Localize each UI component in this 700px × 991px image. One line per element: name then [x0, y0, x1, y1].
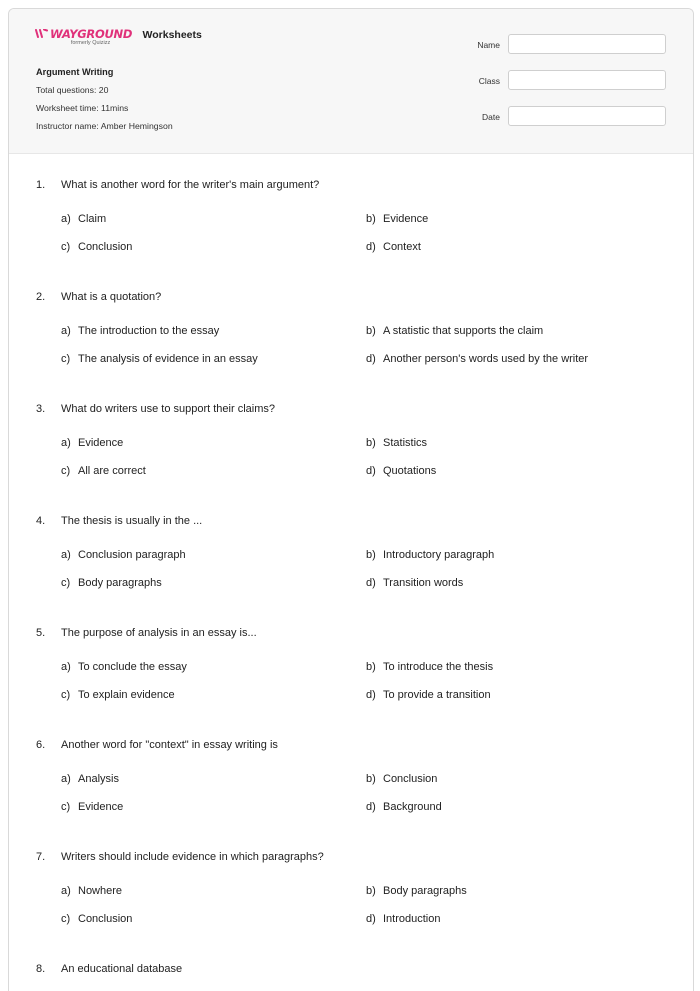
option-b[interactable]	[366, 549, 494, 561]
option-text: Evidence	[383, 213, 429, 225]
option-text: Evidence	[78, 437, 124, 449]
option-text: The analysis of evidence in an essay	[78, 353, 258, 365]
question-text: What is a quotation?	[61, 291, 162, 303]
question-text: The thesis is usually in the ...	[61, 515, 203, 527]
question-3	[9, 377, 693, 489]
option-c[interactable]	[61, 577, 162, 589]
brand-title: Worksheets	[142, 29, 202, 41]
question-number: 5.	[36, 627, 46, 639]
option-text: Body paragraphs	[78, 577, 162, 589]
option-a[interactable]	[61, 325, 219, 337]
option-c[interactable]	[61, 465, 146, 477]
option-b[interactable]	[366, 885, 467, 897]
option-letter: c)	[61, 913, 71, 925]
option-letter: d)	[366, 577, 376, 589]
option-letter: a)	[61, 885, 71, 897]
option-text: Quotations	[383, 465, 437, 477]
logo-subtext: formerly Quizizz	[70, 40, 111, 46]
question-number: 4.	[36, 515, 46, 527]
option-d[interactable]	[366, 353, 588, 365]
question-4	[9, 489, 693, 601]
question-text: Another word for "context" in essay writing is	[61, 739, 278, 751]
question-text: An educational database	[61, 963, 183, 975]
option-d[interactable]	[366, 241, 421, 253]
option-text: Conclusion	[78, 913, 133, 925]
question-number: 6.	[36, 739, 46, 751]
option-letter: b)	[366, 885, 376, 897]
option-text: Conclusion	[78, 241, 133, 253]
option-letter: a)	[61, 661, 71, 673]
option-letter: b)	[366, 549, 376, 561]
option-text: Transition words	[383, 577, 464, 589]
option-c[interactable]	[61, 801, 123, 813]
option-a[interactable]	[61, 437, 123, 449]
date-label: Date	[482, 112, 500, 122]
option-text: Introductory paragraph	[383, 549, 495, 561]
option-b[interactable]	[366, 213, 428, 225]
option-letter: d)	[366, 465, 376, 477]
option-letter: b)	[366, 213, 376, 225]
option-letter: b)	[366, 437, 376, 449]
wayground-logo	[35, 28, 132, 47]
question-number: 3.	[36, 403, 46, 415]
option-text: Body paragraphs	[383, 885, 467, 897]
option-d[interactable]	[366, 689, 491, 701]
option-text: Claim	[78, 213, 107, 225]
option-text: Another person's words used by the writer	[383, 353, 589, 365]
name-field-row	[440, 34, 666, 70]
option-b[interactable]	[366, 773, 437, 785]
option-text: Conclusion	[383, 773, 438, 785]
option-b[interactable]	[366, 437, 427, 449]
question-text: Writers should include evidence in which paragraphs?	[61, 851, 324, 863]
option-d[interactable]	[366, 577, 463, 589]
question-5	[9, 601, 693, 713]
question-1	[9, 153, 693, 265]
option-text: Analysis	[78, 773, 119, 785]
date-field[interactable]	[508, 106, 666, 126]
option-text: Evidence	[78, 801, 124, 813]
option-text: To provide a transition	[383, 689, 491, 701]
question-text: What is another word for the writer's main argument?	[61, 179, 320, 191]
option-d[interactable]	[366, 913, 440, 925]
option-text: All are correct	[78, 465, 146, 477]
option-text: Background	[383, 801, 442, 813]
question-7	[9, 825, 693, 937]
option-letter: c)	[61, 353, 71, 365]
option-a[interactable]	[61, 661, 187, 673]
option-letter: d)	[366, 913, 376, 925]
question-number: 2.	[36, 291, 46, 303]
option-text: A statistic that supports the claim	[383, 325, 544, 337]
option-c[interactable]	[61, 689, 175, 701]
name-field[interactable]	[508, 34, 666, 54]
question-2	[9, 265, 693, 377]
option-letter: b)	[366, 325, 376, 337]
logo-text: WAYGROUND	[50, 27, 133, 41]
option-letter: d)	[366, 689, 376, 701]
option-text: Statistics	[383, 437, 428, 449]
option-letter: d)	[366, 801, 376, 813]
option-text: Nowhere	[78, 885, 123, 897]
question-text: The purpose of analysis in an essay is...	[61, 627, 257, 639]
option-c[interactable]	[61, 353, 258, 365]
option-letter: a)	[61, 213, 71, 225]
option-letter: c)	[61, 465, 71, 477]
total-questions: Total questions: 20	[36, 85, 109, 95]
brand	[35, 28, 202, 47]
option-a[interactable]	[61, 885, 122, 897]
option-letter: d)	[366, 353, 376, 365]
question-6	[9, 713, 693, 825]
option-text: Introduction	[383, 913, 441, 925]
instructor-name: Instructor name: Amber Hemingson	[36, 121, 173, 131]
worksheet-title: Argument Writing	[36, 67, 114, 77]
option-letter: c)	[61, 801, 71, 813]
question-text: What do writers use to support their claims?	[61, 403, 275, 415]
date-field-row	[440, 106, 666, 142]
question-number: 8.	[36, 963, 46, 975]
option-letter: a)	[61, 773, 71, 785]
option-text: To conclude the essay	[78, 661, 187, 673]
option-letter: a)	[61, 437, 71, 449]
option-letter: b)	[366, 773, 376, 785]
option-letter: c)	[61, 241, 71, 253]
option-c[interactable]	[61, 913, 132, 925]
option-d[interactable]	[366, 465, 436, 477]
option-text: Conclusion paragraph	[78, 549, 186, 561]
option-letter: d)	[366, 241, 376, 253]
class-field[interactable]	[508, 70, 666, 90]
class-field-row	[440, 70, 666, 106]
question-number: 1.	[36, 179, 46, 191]
student-fields	[440, 34, 666, 142]
option-letter: a)	[61, 325, 71, 337]
logo-mark-icon	[35, 28, 48, 40]
option-a[interactable]	[61, 549, 186, 561]
option-text: Context	[383, 241, 421, 253]
worksheet-page	[8, 8, 694, 991]
option-d[interactable]	[366, 801, 442, 813]
class-label: Class	[478, 76, 500, 86]
worksheet-time: Worksheet time: 11mins	[36, 103, 129, 113]
option-letter: a)	[61, 549, 71, 561]
option-b[interactable]	[366, 661, 493, 673]
option-b[interactable]	[366, 325, 543, 337]
worksheet-meta	[36, 66, 173, 138]
worksheet-header	[9, 9, 693, 154]
option-letter: c)	[61, 577, 71, 589]
option-letter: c)	[61, 689, 71, 701]
option-a[interactable]	[61, 773, 119, 785]
question-8	[9, 937, 693, 991]
option-a[interactable]	[61, 213, 106, 225]
option-c[interactable]	[61, 241, 132, 253]
question-number: 7.	[36, 851, 46, 863]
option-letter: b)	[366, 661, 376, 673]
option-text: The introduction to the essay	[78, 325, 220, 337]
option-text: To explain evidence	[78, 689, 175, 701]
name-label: Name	[477, 40, 500, 50]
option-text: To introduce the thesis	[383, 661, 494, 673]
